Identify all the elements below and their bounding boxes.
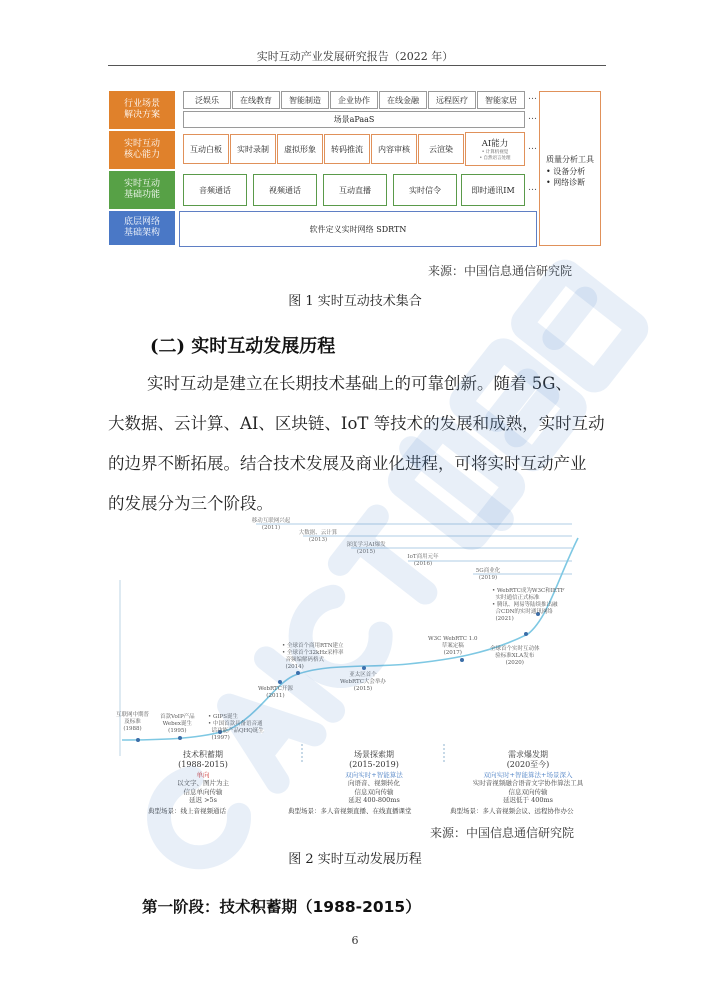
stage-column xyxy=(448,750,608,805)
function-cell: 视频通话 xyxy=(253,174,317,206)
running-header: 实时互动产业发展研究报告（2022 年） xyxy=(256,50,454,63)
quality-tool-item: • 设备分析 xyxy=(546,167,586,176)
typical-scenario: 典型场景：多人音视频会议、远程协作办公 xyxy=(450,807,574,815)
capability-cell: 实时录制 xyxy=(230,134,276,164)
event-dot xyxy=(460,658,464,662)
era-year: (2019) xyxy=(478,574,498,581)
function-cell: 互动直播 xyxy=(323,174,387,206)
stage-desc: 延迟低于 400ms xyxy=(503,796,553,805)
row-ellipsis: … xyxy=(528,183,537,193)
era-label xyxy=(443,568,533,581)
era-label-text: 移动互联网兴起 xyxy=(251,518,291,524)
capability-cell: 云渲染 xyxy=(418,134,464,164)
scenario-cell: 智能制造 xyxy=(281,91,329,109)
event-label: 互联网中期普 及标准 (1988) xyxy=(116,712,150,732)
stage-highlight: 双向实时+智能算法 xyxy=(345,770,403,779)
era-year: (2016) xyxy=(413,560,433,567)
row-ellipsis: … xyxy=(528,92,537,102)
event-dot xyxy=(178,736,182,740)
paragraph-line: 的边界不断拓展。结合技术发展及商业化进程，可将实时互动产业 xyxy=(108,454,587,473)
stage-years: (2015-2019) xyxy=(349,760,399,770)
row-ellipsis: … xyxy=(528,142,537,152)
row-label-text: 实时互动 核心能力 xyxy=(123,138,160,160)
row-label-solutions xyxy=(109,91,175,129)
typical-scenario: 典型场景：多人音视频直播、在线直播课堂 xyxy=(288,807,412,815)
stage-desc: 以文字、图片为主 xyxy=(177,779,229,788)
row-label-network xyxy=(109,211,175,245)
stage-name: 需求爆发期 xyxy=(508,750,548,759)
figure-1-caption: 图 1 实时互动技术集合 xyxy=(288,294,422,309)
row-ellipsis: … xyxy=(528,112,537,122)
ai-capability-cell xyxy=(465,132,525,166)
event-label: 亚太区首个 WebRTC大会举办 (2015) xyxy=(340,672,386,692)
stage-desc: 信息双向传输 xyxy=(354,787,394,796)
apaas-bar: 场景aPaaS xyxy=(183,111,525,128)
sdrtn-bar: 软件定义实时网络 SDRTN xyxy=(179,211,537,247)
capability-cell: 内容审核 xyxy=(371,134,417,164)
ai-sub-item: • 计算机视觉 xyxy=(481,150,509,155)
era-year: (2015) xyxy=(356,548,376,555)
event-label: • GIPS诞生 • 中国首款具备语音通 话功能产品QHQ诞生 (1997) xyxy=(208,714,264,741)
paragraph-line: 的发展分为三个阶段。 xyxy=(108,494,273,513)
stage-highlight: 双向实时+智能算法+场景深入 xyxy=(483,770,573,779)
paragraph-line: 大数据、云计算、AI、区块链、IoT 等技术的发展和成熟，实时互动 xyxy=(108,414,605,433)
row-label-text: 实时互动 基础功能 xyxy=(123,178,160,200)
row-label-text: 行业场景 解决方案 xyxy=(123,98,160,120)
stage-column xyxy=(304,750,444,805)
figure-2 xyxy=(108,518,606,818)
event-label: WebRTC开源 (2011) xyxy=(258,686,293,699)
event-dot xyxy=(278,680,282,684)
stage-years: (1988-2015) xyxy=(178,760,228,770)
event-label: • WebRTC成为W3C和IETF 实时通信正式标准 • 腾讯、网易等陆续推出融 合CDN的实时通讯网络 (2021) xyxy=(492,588,565,622)
stage-name: 场景探索期 xyxy=(354,750,394,759)
quality-tool-item-text: 网络诊断 xyxy=(553,178,586,187)
era-label-text: IoT商用元年 xyxy=(407,554,439,560)
event-dot xyxy=(524,632,528,636)
scenario-cell: 远程医疗 xyxy=(428,91,476,109)
row-label-text: 底层网络 基础架构 xyxy=(123,216,160,238)
scenario-cell: 企业协作 xyxy=(330,91,378,109)
quality-tool-item-text: 设备分析 xyxy=(553,167,586,176)
scenario-cell: 在线金融 xyxy=(379,91,427,109)
figure-2-caption: 图 2 实时互动发展历程 xyxy=(288,852,422,867)
event-label: W3C WebRTC 1.0 草案定稿 (2017) xyxy=(428,636,478,656)
scenario-cell: 智能家居 xyxy=(477,91,525,109)
page-number: 6 xyxy=(351,934,359,947)
capability-cell: 互动白板 xyxy=(183,134,229,164)
section-heading: (二) 实时互动发展历程 xyxy=(150,336,336,357)
era-label-text: 大数据、云计算 xyxy=(298,530,338,536)
header-rule xyxy=(108,65,606,66)
ai-title: AI能力 xyxy=(481,139,509,149)
quality-tool-panel xyxy=(539,91,601,246)
figure-1 xyxy=(106,88,602,248)
function-cell: 音频通话 xyxy=(183,174,247,206)
figure-1-source: 来源：中国信息通信研究院 xyxy=(428,264,573,278)
event-label: • 全球首个商用RTN建立 • 全球首个32kHz采样率 音频编解码格式 (2014) xyxy=(282,643,344,670)
event-label: 全球首个实时互动体 验标准XLA发布 (2020) xyxy=(490,646,540,666)
quality-tool-item: • 网络诊断 xyxy=(546,178,586,187)
era-label xyxy=(378,554,468,567)
paragraph-line: 实时互动是建立在长期技术基础上的可靠创新。随着 5G、 xyxy=(147,374,572,393)
stage-desc: 信息单向传输 xyxy=(183,787,223,796)
typical-scenario: 典型场景：线上音视频通话 xyxy=(148,807,226,815)
scenario-cell: 泛娱乐 xyxy=(183,91,231,109)
capability-cell: 虚拟形象 xyxy=(277,134,323,164)
stage-highlight: 单向 xyxy=(196,770,210,779)
row-label-basic xyxy=(109,171,175,209)
scenario-cell: 在线教育 xyxy=(232,91,280,109)
next-section-heading: 第一阶段：技术积蓄期（1988-2015） xyxy=(142,898,421,916)
stage-years: (2020至今) xyxy=(506,760,550,770)
capability-cell: 转码推流 xyxy=(324,134,370,164)
era-year: (2013) xyxy=(308,536,328,543)
quality-tool-title: 质量分析工具 xyxy=(546,155,594,164)
stage-desc: 信息双向传输 xyxy=(508,787,548,796)
stage-column xyxy=(138,750,268,805)
event-label: 首款VoIP产品 Webex诞生 (1995) xyxy=(160,714,195,734)
event-dot xyxy=(136,738,140,742)
era-label-text: 深度学习AI爆发 xyxy=(346,542,386,548)
function-cell: 实时信令 xyxy=(393,174,457,206)
ai-sub-item: • 自然语言处理 xyxy=(479,156,511,161)
stage-desc: 实时音视频融合语音文字协作算法工具 xyxy=(472,779,584,788)
event-dot xyxy=(296,671,300,675)
stage-desc: 延迟 >5s xyxy=(189,796,217,805)
stage-desc: 延迟 400-800ms xyxy=(348,796,400,805)
era-label-text: 5G商业化 xyxy=(475,568,501,574)
stage-desc: 向语音、视频转化 xyxy=(348,779,400,788)
figure-2-source: 来源：中国信息通信研究院 xyxy=(430,826,575,840)
stage-name: 技术积蓄期 xyxy=(183,750,223,759)
row-label-core xyxy=(109,131,175,169)
function-cell: 即时通讯IM xyxy=(461,174,525,206)
event-dot xyxy=(362,666,366,670)
era-year: (2011) xyxy=(261,524,281,531)
